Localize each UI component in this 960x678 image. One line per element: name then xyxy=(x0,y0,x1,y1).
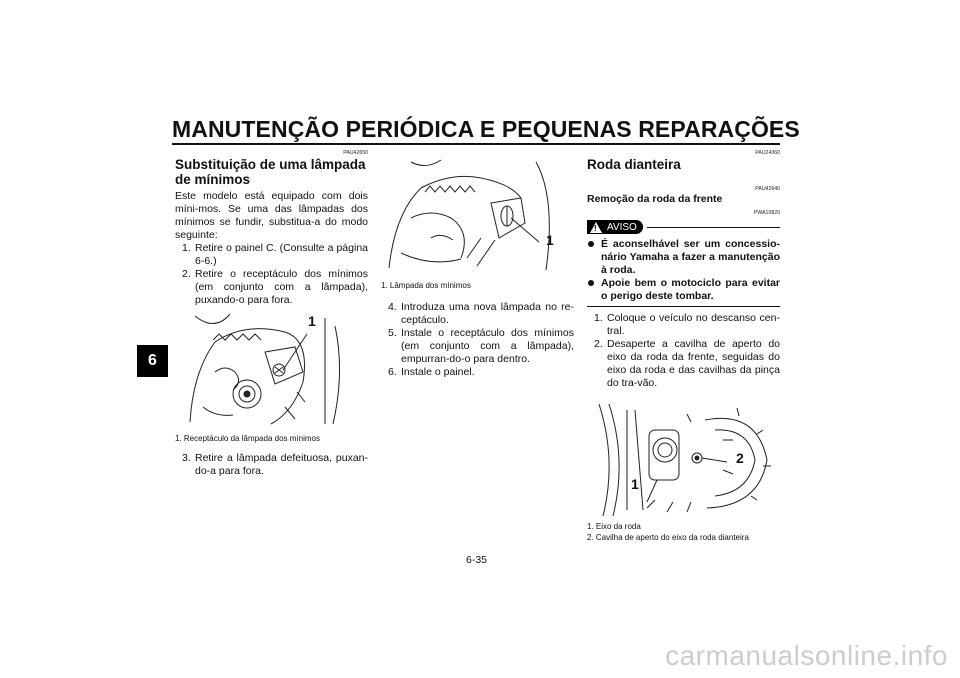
title-rule xyxy=(172,143,780,145)
section-heading: Roda dianteira xyxy=(587,157,681,172)
steps-list xyxy=(182,242,368,307)
step-text: Instale o receptáculo dos mínimos (em conjunto com a lâmpada), empurran-do-o para dentro. xyxy=(401,327,574,365)
page-number: 6-35 xyxy=(466,554,488,566)
list-item xyxy=(388,327,574,366)
step-text: Desaperte a cavilha de aperto do eixo da roda da frente, seguidas do eixo da roda e das cavilhas da pinça do tra-vão. xyxy=(607,338,780,389)
lamp-illustration xyxy=(381,158,574,276)
step-number: 2. xyxy=(594,338,603,350)
step-number: 3. xyxy=(182,452,191,464)
warning-list xyxy=(587,238,780,303)
bullet-icon xyxy=(588,241,594,247)
warning-code: PWA10820 xyxy=(753,210,780,216)
lamp-socket-illustration xyxy=(175,312,368,430)
list-item xyxy=(388,301,574,327)
figure-caption: 1. Eixo da roda xyxy=(587,522,641,531)
section-code: PAU42650 xyxy=(343,150,368,156)
step-number: 1. xyxy=(182,242,191,254)
step-number: 1. xyxy=(594,312,603,324)
front-wheel-illustration xyxy=(587,400,780,518)
column-1 xyxy=(175,150,368,478)
warning-badge xyxy=(587,220,643,234)
list-item xyxy=(587,277,780,303)
step-text: Retire o painel C. (Consulte a página 6-6.) xyxy=(195,242,368,267)
step-number: 4. xyxy=(388,301,397,313)
warning-label: AVISO xyxy=(607,221,637,233)
figure-lamp xyxy=(381,158,574,276)
step-text: Introduza uma nova lâmpada no re-ceptáculo. xyxy=(401,301,574,326)
step-text: Instale o painel. xyxy=(401,366,475,378)
watermark: carmanualsonline.info xyxy=(665,640,948,671)
figure-label: 1 xyxy=(308,313,316,329)
figure-lamp-socket xyxy=(175,312,368,430)
figure-label: 1 xyxy=(631,476,639,492)
warning-rule xyxy=(647,227,780,228)
list-item xyxy=(594,312,780,338)
list-item xyxy=(587,238,780,277)
list-item xyxy=(182,452,368,478)
section-heading: Substituição de uma lâmpada de mínimos xyxy=(175,157,366,187)
list-item xyxy=(388,366,574,379)
step-text: Retire o receptáculo dos mínimos (em conjunto com a lâmpada), puxando-o para fora. xyxy=(195,268,368,306)
bullet-icon xyxy=(588,280,594,286)
list-item xyxy=(182,268,368,307)
list-item xyxy=(182,242,368,268)
section-code: PAU42640 xyxy=(755,186,780,192)
step-number: 2. xyxy=(182,268,191,280)
warning-end-rule xyxy=(587,306,780,307)
page-title: MANUTENÇÃO PERIÓDICA E PEQUENAS REPARAÇÕES xyxy=(172,116,800,142)
steps-list xyxy=(182,452,368,478)
figure-label: 1 xyxy=(546,232,554,248)
figure-caption: 1. Lâmpada dos mínimos xyxy=(381,281,471,290)
section-code: PAU24360 xyxy=(755,150,780,156)
column-3 xyxy=(587,150,780,543)
step-number: 5. xyxy=(388,327,397,339)
steps-list xyxy=(594,312,780,390)
figure-front-wheel xyxy=(587,400,780,518)
step-text: Coloque o veículo no descanso cen-tral. xyxy=(607,312,780,337)
warning-text: É aconselhável ser um concessio-nário Yamaha a fazer a manutenção à roda. xyxy=(601,238,780,276)
column-2 xyxy=(381,150,574,379)
step-number: 6. xyxy=(388,366,397,378)
step-text: Retire a lâmpada defeituosa, puxan-do-a para fora. xyxy=(195,452,368,477)
figure-caption: 1. Receptáculo da lâmpada dos mínimos xyxy=(175,434,320,443)
chapter-tab: 6 xyxy=(137,345,168,377)
warning-text: Apoie bem o motociclo para evitar o perigo deste tombar. xyxy=(601,277,780,302)
subsection-heading: Remoção da roda da frente xyxy=(587,193,723,205)
warning-header xyxy=(587,220,780,234)
steps-list xyxy=(388,301,574,379)
list-item xyxy=(594,338,780,390)
figure-caption: 2. Cavilha de aperto do eixo da roda dianteira xyxy=(587,533,749,542)
intro-paragraph: Este modelo está equipado com dois míni-mos. Se uma das lâmpadas dos mínimos se fundir, substitua-a do modo seguinte: xyxy=(175,190,368,241)
figure-label: 2 xyxy=(736,450,744,466)
warning-triangle-icon: ! xyxy=(590,222,602,233)
